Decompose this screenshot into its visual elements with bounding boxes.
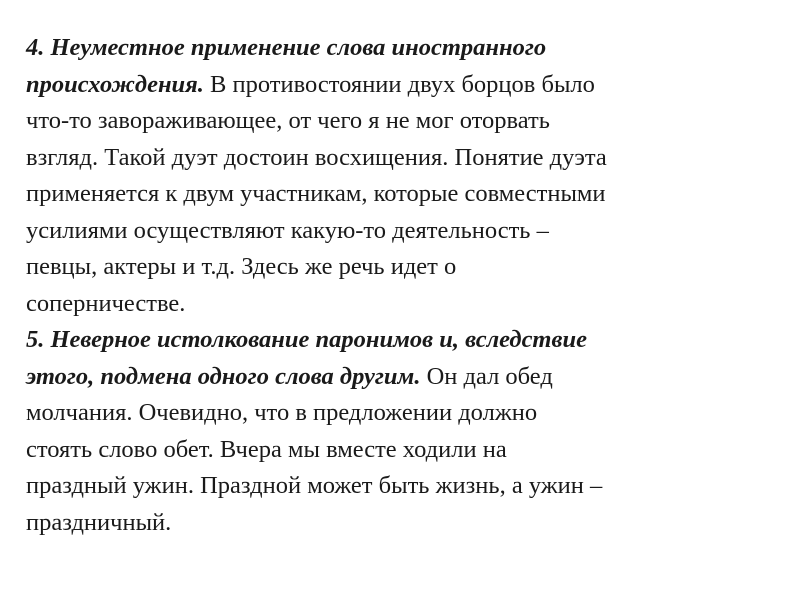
section-4-text-line: взгляд. Такой дуэт достоин восхищения. Понятие дуэта <box>26 143 607 171</box>
section-4-text-line: соперничестве. <box>26 289 186 317</box>
section-5-text-line: молчания. Очевидно, что в предложении должно <box>26 399 538 426</box>
section-5-heading-line-1 <box>26 322 776 359</box>
section-5-heading-part-2: этого, подмена одного слова другим. <box>26 362 421 390</box>
section-5-line-2 <box>26 359 776 396</box>
section-4-text-line: певцы, актеры и т.д. Здесь же речь идет о <box>26 253 457 280</box>
slide-text <box>26 30 776 541</box>
section-4-line-2 <box>26 67 776 104</box>
section-4-heading-line-1 <box>26 30 776 67</box>
section-5-text-line: праздничный. <box>26 508 172 536</box>
section-5-heading-part-1: 5. Неверное истолкование паронимов и, вследствие <box>26 326 587 353</box>
section-5-text-start: Он дал обед <box>420 362 553 390</box>
section-4-text-line: усилиями осуществляют какую-то деятельность – <box>26 216 549 244</box>
section-5-text-line: стоять слово обет. Вчера мы вместе ходили на <box>26 435 507 463</box>
section-4-text-start: В противостоянии двух борцов было <box>203 70 595 98</box>
section-4-heading-part-2: происхождения. <box>26 70 204 98</box>
section-4-text-line: применяется к двум участникам, которые совместными <box>26 180 606 207</box>
section-4-heading-part-1: 4. Неуместное применение слова иностранного <box>26 34 547 61</box>
section-5-text-line: праздный ужин. Праздной может быть жизнь, а ужин – <box>26 472 603 499</box>
section-4-text-line: что-то завораживающее, от чего я не мог оторвать <box>26 107 550 134</box>
